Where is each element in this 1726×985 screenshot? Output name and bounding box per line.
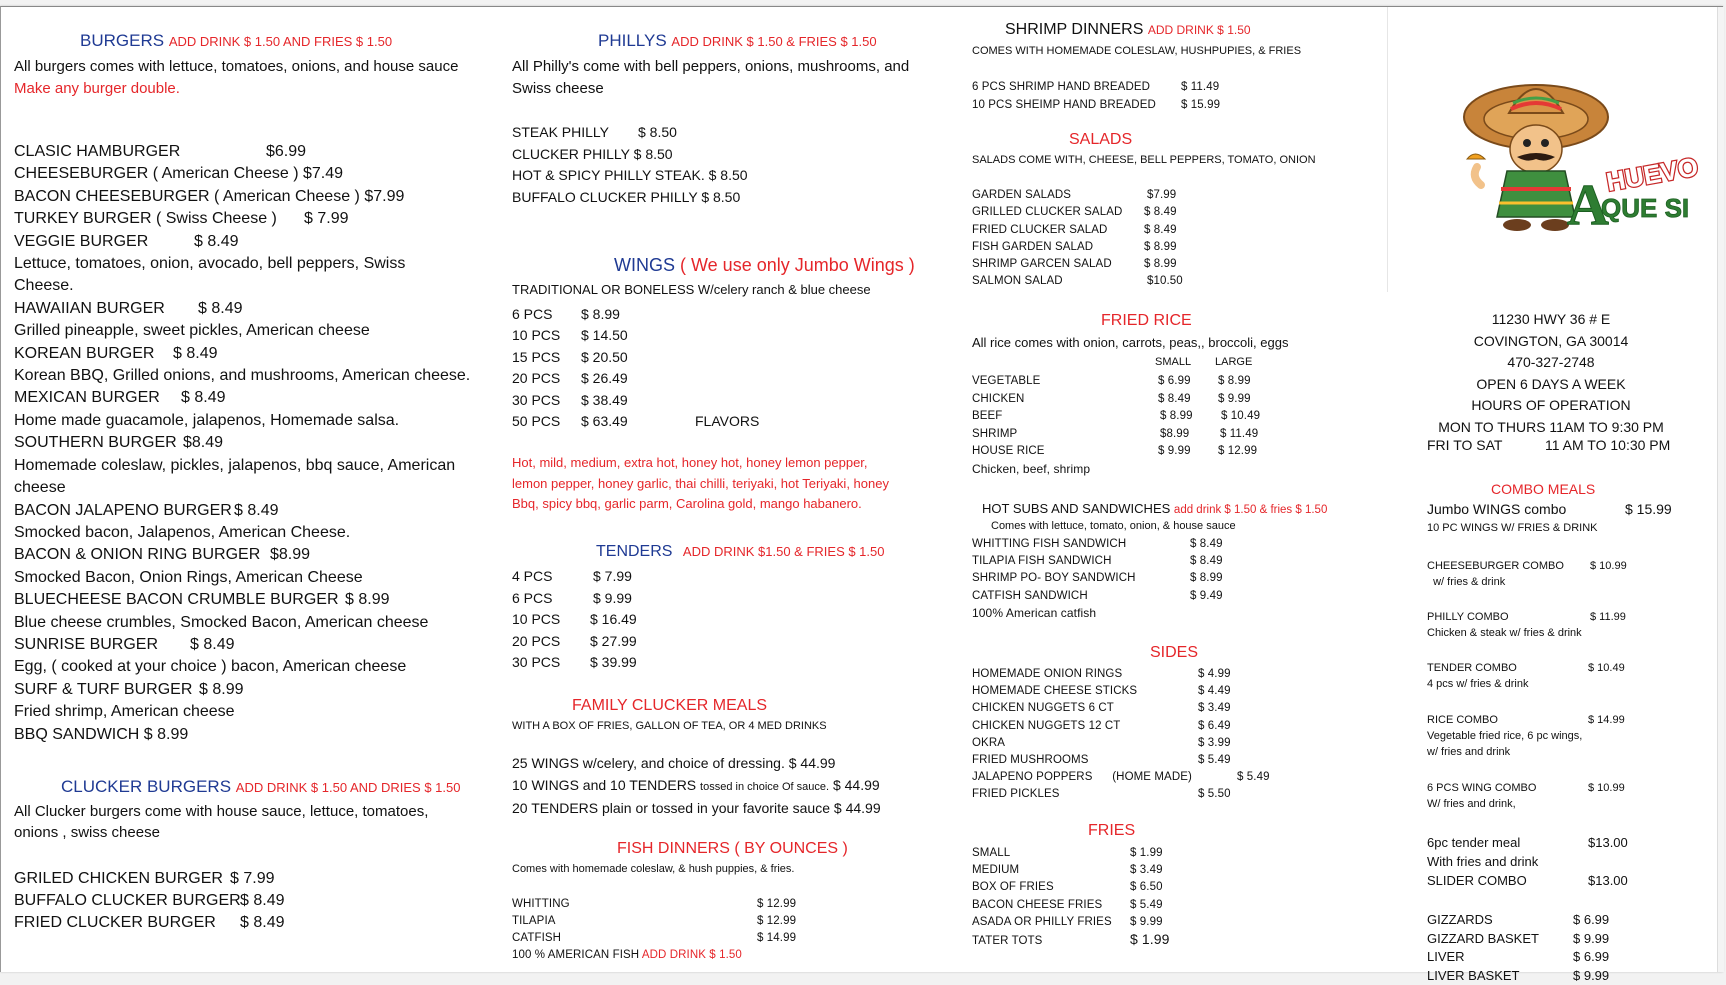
list-item: HAWAIIAN BURGER $ 8.49 bbox=[14, 298, 470, 320]
list-item: 6 PCS SHRIMP HAND BREADED $ 11.49 bbox=[972, 78, 1220, 96]
sides-title: SIDES bbox=[1150, 644, 1198, 662]
burgers-promo: ADD DRINK $ 1.50 AND FRIES $ 1.50 bbox=[169, 34, 392, 49]
list-item: HOMEMADE ONION RINGS $ 4.99 bbox=[972, 666, 1270, 683]
subs-desc: Comes with lettuce, tomato, onion, & house sauce bbox=[991, 520, 1236, 532]
list-item: Grilled pineapple, sweet pickles, American cheese bbox=[14, 320, 470, 342]
list-item: BACON CHEESE FRIES $ 5.49 bbox=[972, 897, 1170, 914]
burgers-title: BURGERS bbox=[80, 31, 164, 50]
list-item: cheese bbox=[14, 477, 470, 499]
clucker-burgers-title: CLUCKER BURGERS bbox=[61, 777, 231, 796]
family-title: FAMILY CLUCKER MEALS bbox=[572, 697, 767, 715]
clucker-desc-1: All Clucker burgers come with house sauce, lettuce, tomatoes, bbox=[14, 803, 428, 820]
list-item: Smocked bacon, Jalapenos, American Cheese. bbox=[14, 522, 470, 544]
wings-flavors: Hot, mild, medium, extra hot, honey hot, honey lemon pepper, lemon pepper, honey garlic, thai chilli, teriyaki, hot Teriyaki, honey Bbq, spicy bbq, garlic parm, Carolina gold, mango habanero. bbox=[512, 453, 889, 515]
logo-que-si: QUE SI bbox=[1601, 193, 1689, 223]
shrimp-desc: COMES WITH HOMEMADE COLESLAW, HUSHPUPIES, & FRIES bbox=[972, 45, 1301, 57]
list-item: BBQ SANDWICH $ 8.99 bbox=[14, 724, 470, 746]
list-item: Egg, ( cooked at your choice ) bacon, American cheese bbox=[14, 656, 470, 678]
list-item: LIVER $ 6.99 bbox=[1427, 948, 1609, 967]
list-item: 10 WINGS and 10 TENDERS tossed in choice Of sauce. $ 44.99 bbox=[512, 775, 881, 799]
combo-title: COMBO MEALS bbox=[1491, 481, 1595, 497]
phone: 470-327-2748 bbox=[1421, 352, 1681, 374]
fish-title: FISH DINNERS ( BY OUNCES ) bbox=[617, 840, 848, 858]
clucker-burgers-promo: ADD DRINK $ 1.50 AND DRIES $ 1.50 bbox=[236, 780, 461, 795]
phillys-desc-2: Swiss cheese bbox=[512, 80, 604, 97]
tenders-header bbox=[596, 543, 885, 561]
list-item: 15 PCS $ 20.50 bbox=[512, 347, 759, 368]
list-item: CHICKEN NUGGETS 12 CT $ 6.49 bbox=[972, 718, 1270, 735]
tenders-list bbox=[512, 566, 637, 674]
shrimp-list bbox=[972, 78, 1220, 114]
list-item: HOUSE RICE $ 9.99 $ 12.99 bbox=[972, 443, 1260, 461]
list-item: Cheese. bbox=[14, 275, 470, 297]
fries-title: FRIES bbox=[1088, 822, 1135, 840]
wings-list bbox=[512, 304, 759, 432]
wings-title: WINGS bbox=[614, 255, 675, 275]
list-item: SMALL $ 1.99 bbox=[972, 845, 1170, 862]
list-item: CLASIC HAMBURGER $6.99 bbox=[14, 141, 470, 163]
burgers-note: Make any burger double. bbox=[14, 80, 180, 97]
list-item: WHITTING FISH SANDWICH $ 8.49 bbox=[972, 536, 1223, 553]
list-item: VEGETABLE $ 6.99 $ 8.99 bbox=[972, 373, 1260, 391]
gizzard-list bbox=[1427, 911, 1609, 985]
burgers-desc: All burgers comes with lettuce, tomatoes, onions, and house sauce bbox=[14, 58, 458, 75]
jumbo-combo-desc: 10 PC WINGS W/ FRIES & DRINK bbox=[1427, 522, 1598, 534]
list-item: FRIED MUSHROOMS $ 5.49 bbox=[972, 752, 1270, 769]
list-item: STEAK PHILLY $ 8.50 bbox=[512, 122, 748, 144]
phillys-list bbox=[512, 122, 748, 208]
list-item: 25 WINGS w/celery, and choice of dressing. $ 44.99 bbox=[512, 753, 881, 775]
list-item: PHILLY COMBO $ 11.99 Chicken & steak w/ fries & drink bbox=[1427, 609, 1627, 660]
jumbo-combo: Jumbo WINGS combo $ 15.99 bbox=[1427, 501, 1672, 517]
list-item: SALMON SALAD $10.50 bbox=[972, 273, 1183, 290]
logo-huevo: HUEVO bbox=[1604, 151, 1700, 197]
hours-mon-thurs: MON TO THURS 11AM TO 9:30 PM bbox=[1421, 417, 1681, 439]
list-item: CHICKEN $ 8.49 $ 9.99 bbox=[972, 391, 1260, 409]
list-item: TILAPIA FISH SANDWICH $ 8.49 bbox=[972, 553, 1223, 570]
list-item: 10 PCS $ 14.50 bbox=[512, 325, 759, 346]
restaurant-info bbox=[1421, 309, 1681, 438]
list-item: Fried shrimp, American cheese bbox=[14, 701, 470, 723]
list-item: 20 PCS $ 26.49 bbox=[512, 368, 759, 389]
list-item: BACON CHEESEBURGER ( American Cheese ) $7.99 bbox=[14, 186, 470, 208]
rice-small-label: SMALL bbox=[1155, 356, 1191, 368]
rice-title: FRIED RICE bbox=[1101, 312, 1192, 330]
list-item: 20 TENDERS plain or tossed in your favorite sauce $ 44.99 bbox=[512, 798, 881, 820]
open-days: OPEN 6 DAYS A WEEK bbox=[1421, 374, 1681, 396]
list-item: RICE COMBO $ 14.99 Vegetable fried rice, 6 pc wings, w/ fries and drink bbox=[1427, 712, 1627, 780]
sides-list bbox=[972, 666, 1270, 804]
list-item: BLUECHEESE BACON CRUMBLE BURGER $ 8.99 bbox=[14, 589, 470, 611]
list-item: 30 PCS $ 39.99 bbox=[512, 652, 637, 674]
list-item: KOREAN BURGER $ 8.49 bbox=[14, 343, 470, 365]
tenders-title: TENDERS bbox=[596, 543, 672, 560]
salads-title: SALADS bbox=[1069, 131, 1132, 149]
list-item: Korean BBQ, Grilled onions, and mushrooms, American cheese. bbox=[14, 365, 470, 387]
city: COVINGTON, GA 30014 bbox=[1421, 331, 1681, 353]
tender-meal: 6pc tender meal $13.00 With fries and drink SLIDER COMBO $13.00 bbox=[1427, 833, 1628, 890]
list-item: GIZZARD BASKET $ 9.99 bbox=[1427, 930, 1609, 949]
scrollbar[interactable] bbox=[1717, 7, 1724, 972]
flavors-label: FLAVORS bbox=[695, 413, 759, 429]
list-item: FISH GARDEN SALAD $ 8.99 bbox=[972, 239, 1183, 256]
tenders-promo: ADD DRINK $1.50 & FRIES $ 1.50 bbox=[683, 544, 885, 559]
menu-page bbox=[0, 6, 1723, 972]
list-item: BACON JALAPENO BURGER $ 8.49 bbox=[14, 500, 470, 522]
list-item: CATFISH SANDWICH $ 9.49 bbox=[972, 588, 1223, 605]
logo-letter-a: A bbox=[1567, 172, 1609, 237]
list-item: SOUTHERN BURGER $8.49 bbox=[14, 432, 470, 454]
list-item: SHRIMP GARCEN SALAD $ 8.99 bbox=[972, 256, 1183, 273]
list-item: Blue cheese crumbles, Smocked Bacon, American cheese bbox=[14, 612, 470, 634]
list-item: TATER TOTS $ 1.99 bbox=[972, 931, 1170, 950]
list-item: CLUCKER PHILLY $ 8.50 bbox=[512, 144, 748, 166]
combo-list bbox=[1427, 558, 1627, 832]
list-item: BACON & ONION RING BURGER $8.99 bbox=[14, 544, 470, 566]
wings-desc: TRADITIONAL OR BONELESS W/celery ranch & blue cheese bbox=[512, 282, 871, 297]
list-item: 4 PCS $ 7.99 bbox=[512, 566, 637, 588]
list-item: CHEESEBURGER ( American Cheese ) $7.49 bbox=[14, 163, 470, 185]
list-item: 6 PCS $ 8.99 bbox=[512, 304, 759, 325]
burgers-list bbox=[14, 141, 470, 746]
list-item: LIVER BASKET $ 9.99 bbox=[1427, 967, 1609, 985]
list-item: SUNRISE BURGER $ 8.49 bbox=[14, 634, 470, 656]
list-item: 20 PCS $ 27.99 bbox=[512, 631, 637, 653]
list-item: Smocked Bacon, Onion Rings, American Cheese bbox=[14, 567, 470, 589]
list-item: HOT & SPICY PHILLY STEAK. $ 8.50 bbox=[512, 165, 748, 187]
list-item: CATFISH $ 14.99 bbox=[512, 930, 796, 947]
list-item: FRIED CLUCKER SALAD $ 8.49 bbox=[972, 222, 1183, 239]
list-item: HOMEMADE CHEESE STICKS $ 4.49 bbox=[972, 683, 1270, 700]
list-item: GIZZARDS $ 6.99 bbox=[1427, 911, 1609, 930]
list-item: GRILLED CLUCKER SALAD $ 8.49 bbox=[972, 204, 1183, 221]
fish-list bbox=[512, 896, 796, 964]
clucker-burgers-header bbox=[61, 777, 460, 797]
salads-desc: SALADS COME WITH, CHEESE, BELL PEPPERS, TOMATO, ONION bbox=[972, 154, 1316, 166]
hours-fri-sat: FRI TO SAT 11 AM TO 10:30 PM bbox=[1427, 437, 1670, 453]
list-item: 100% American catfish bbox=[972, 605, 1223, 622]
phillys-desc-1: All Philly's come with bell peppers, onions, mushrooms, and bbox=[512, 58, 909, 75]
list-item: Homemade coleslaw, pickles, jalapenos, bbq sauce, American bbox=[14, 455, 470, 477]
list-item: SURF & TURF BURGER $ 8.99 bbox=[14, 679, 470, 701]
subs-title: HOT SUBS AND SANDWICHES bbox=[982, 501, 1170, 516]
list-item: 10 PCS SHEIMP HAND BREADED $ 15.99 bbox=[972, 96, 1220, 114]
shrimp-title: SHRIMP DINNERS bbox=[1005, 21, 1143, 38]
phillys-promo: ADD DRINK $ 1.50 & FRIES $ 1.50 bbox=[671, 34, 876, 49]
list-item: Chicken, beef, shrimp bbox=[972, 461, 1260, 479]
restaurant-logo bbox=[1441, 67, 1671, 257]
list-item: OKRA $ 3.99 bbox=[972, 735, 1270, 752]
list-item: WHITTING $ 12.99 bbox=[512, 896, 796, 913]
list-item: BUFFALO CLUCKER BURGER$ 8.49 bbox=[14, 890, 284, 912]
shrimp-promo: ADD DRINK $ 1.50 bbox=[1148, 23, 1251, 37]
list-item: GRILED CHICKEN BURGER $ 7.99 bbox=[14, 868, 284, 890]
list-item: TILAPIA $ 12.99 bbox=[512, 913, 796, 930]
list-item: ASADA OR PHILLY FRIES $ 9.99 bbox=[972, 914, 1170, 931]
clucker-list bbox=[14, 868, 284, 934]
subs-promo: add drink $ 1.50 & fries $ 1.50 bbox=[1174, 504, 1327, 516]
address: 11230 HWY 36 # E bbox=[1421, 309, 1681, 331]
list-item: FRIED CLUCKER BURGER $ 8.49 bbox=[14, 912, 284, 934]
list-item: 30 PCS $ 38.49 bbox=[512, 390, 759, 411]
list-item: FRIED PICKLES $ 5.50 bbox=[972, 786, 1270, 803]
fries-list bbox=[972, 845, 1170, 950]
list-item: Lettuce, tomatoes, onion, avocado, bell peppers, Swiss bbox=[14, 253, 470, 275]
rice-large-label: LARGE bbox=[1215, 356, 1252, 368]
list-item: SHRIMP PO- BOY SANDWICH $ 8.99 bbox=[972, 570, 1223, 587]
rice-desc: All rice comes with onion, carrots, peas,, broccoli, eggs bbox=[972, 335, 1288, 350]
list-item: TURKEY BURGER ( Swiss Cheese ) $ 7.99 bbox=[14, 208, 470, 230]
clucker-desc-2: onions , swiss cheese bbox=[14, 824, 160, 841]
list-item: 100 % AMERICAN FISH ADD DRINK $ 1.50 bbox=[512, 947, 796, 964]
list-item: Home made guacamole, jalapenos, Homemade salsa. bbox=[14, 410, 470, 432]
list-item: SHRIMP $8.99 $ 11.49 bbox=[972, 426, 1260, 444]
list-item: 6 PCS $ 9.99 bbox=[512, 588, 637, 610]
list-item: MEDIUM $ 3.49 bbox=[972, 862, 1170, 879]
family-desc: WITH A BOX OF FRIES, GALLON OF TEA, OR 4 MED DRINKS bbox=[512, 720, 827, 732]
list-item: JALAPENO POPPERS (HOME MADE) $ 5.49 bbox=[972, 769, 1270, 786]
hours-title: HOURS OF OPERATION bbox=[1421, 395, 1681, 417]
list-item: CHICKEN NUGGETS 6 CT $ 3.49 bbox=[972, 700, 1270, 717]
rice-list bbox=[972, 373, 1260, 478]
list-item: VEGGIE BURGER $ 8.49 bbox=[14, 231, 470, 253]
list-item: BOX OF FRIES $ 6.50 bbox=[972, 879, 1170, 896]
list-item: TENDER COMBO $ 10.49 4 pcs w/ fries & drink bbox=[1427, 660, 1627, 712]
wings-note: ( We use only Jumbo Wings ) bbox=[680, 255, 915, 275]
wings-header bbox=[614, 255, 915, 276]
list-item: GARDEN SALADS $7.99 bbox=[972, 187, 1183, 204]
phillys-title: PHILLYS bbox=[598, 31, 667, 50]
list-item: BEEF $ 8.99 $ 10.49 bbox=[972, 408, 1260, 426]
subs-list bbox=[972, 536, 1223, 622]
list-item: 50 PCS $ 63.49 FLAVORS bbox=[512, 411, 759, 432]
salads-list bbox=[972, 187, 1183, 291]
family-list bbox=[512, 753, 881, 820]
divider bbox=[1387, 7, 1388, 292]
list-item: BUFFALO CLUCKER PHILLY $ 8.50 bbox=[512, 187, 748, 209]
list-item: 6 PCS WING COMBO $ 10.99 W/ fries and drink, bbox=[1427, 780, 1627, 832]
fish-desc: Comes with homemade coleslaw, & hush puppies, & fries. bbox=[512, 863, 794, 875]
subs-header bbox=[982, 501, 1327, 516]
list-item: MEXICAN BURGER $ 8.49 bbox=[14, 387, 470, 409]
list-item: CHEESEBURGER COMBO $ 10.99 w/ fries & drink bbox=[1427, 558, 1627, 609]
phillys-header bbox=[598, 31, 877, 51]
list-item: 10 PCS $ 16.49 bbox=[512, 609, 637, 631]
burgers-header bbox=[80, 31, 392, 51]
shrimp-header bbox=[1005, 21, 1251, 39]
